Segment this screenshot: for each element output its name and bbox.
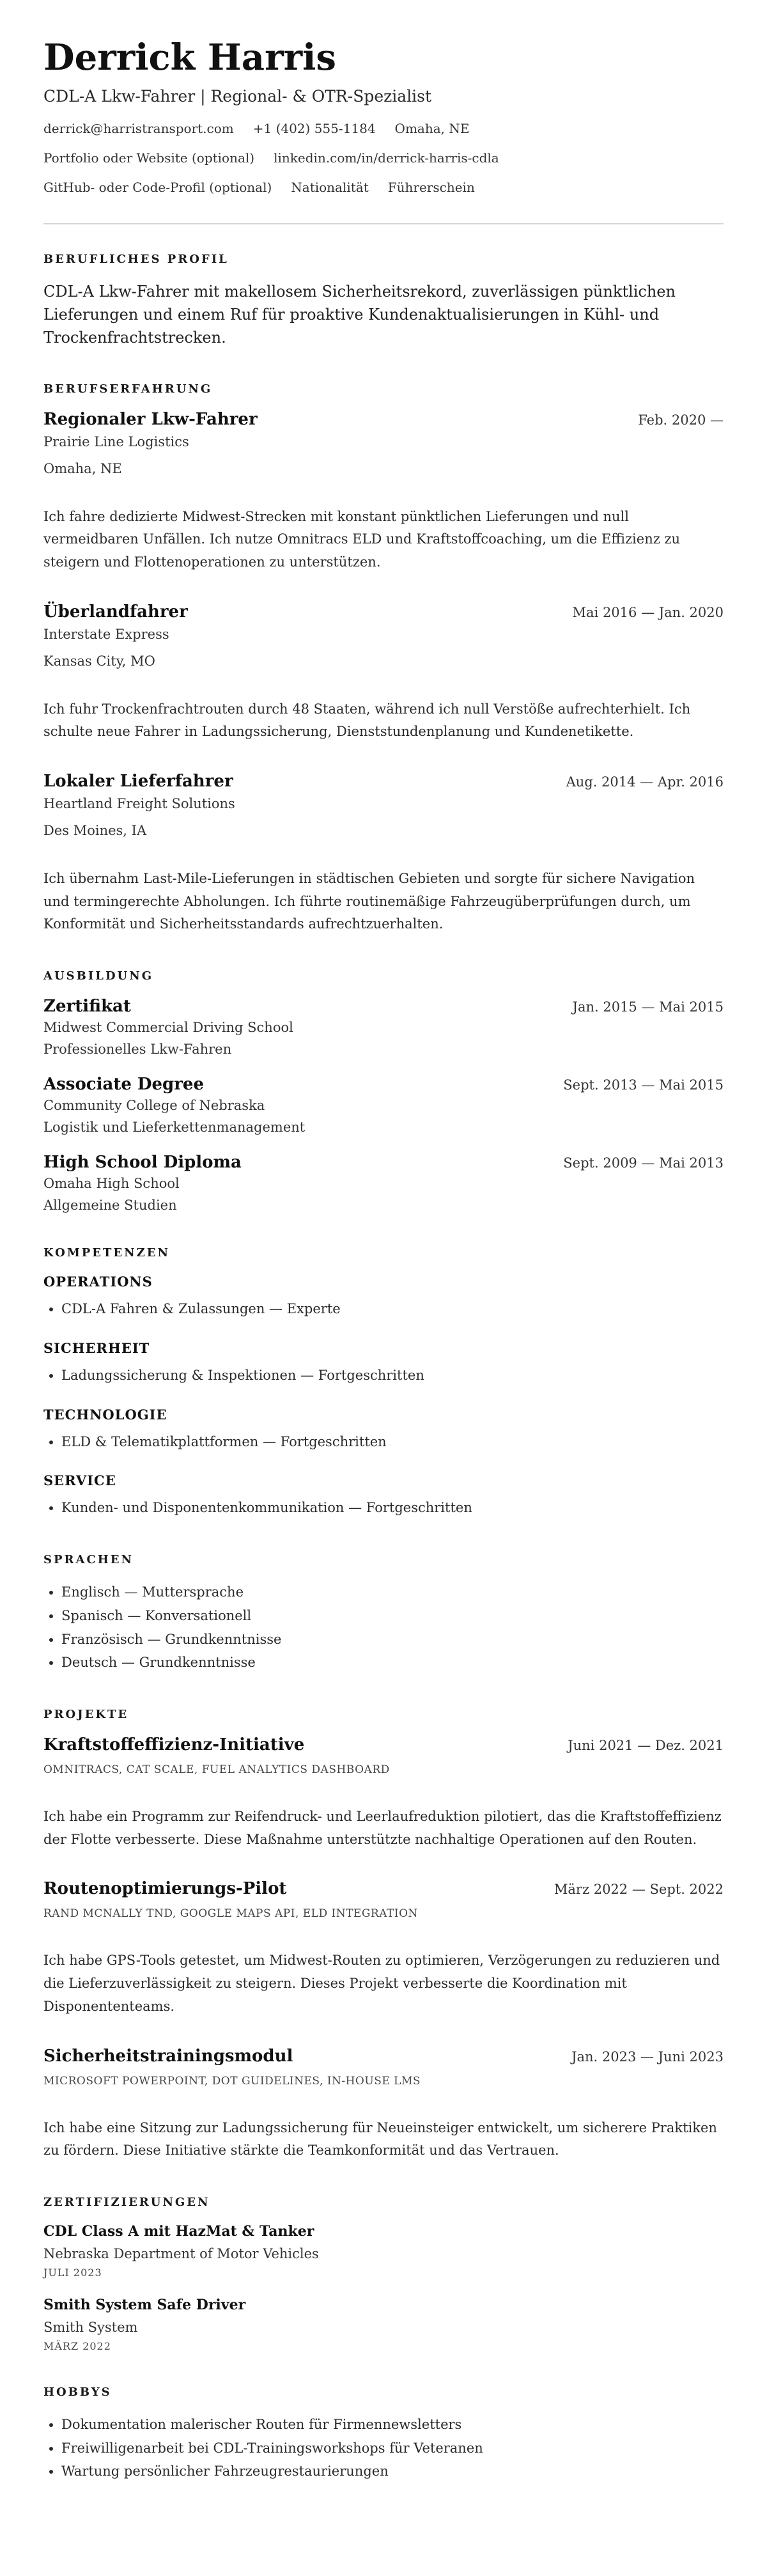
section-title-certifications: ZERTIFIZIERUNGEN	[43, 2195, 210, 2209]
hobbies-section	[43, 2385, 724, 2483]
job-description: Ich übernahm Last-Mile-Lieferungen in städtischen Gebieten und sorgte für sichere Navigation und termingerechte Abholungen. Ich führte routinemäßige Fahrzeugüberprüfungen durch, um Konformität und Sicherheitsstandards aufrechtzuerhalten.	[43, 871, 695, 932]
experience-entry	[43, 772, 724, 936]
skill-group	[43, 1472, 724, 1520]
certification-name: CDL Class A mit HazMat & Tanker	[43, 2222, 314, 2240]
linkedin-link[interactable]: linkedin.com/in/derrick-harris-cdla	[274, 150, 499, 166]
email-link[interactable]: derrick@harristransport.com	[43, 120, 234, 136]
school-name: Omaha High School	[43, 1176, 180, 1192]
project-tech: OMNITRACS, CAT SCALE, FUEL ANALYTICS DASHBOARD	[43, 1763, 390, 1777]
job-date: Aug. 2014 — Apr. 2016	[566, 774, 724, 790]
education-date: Sept. 2013 — Mai 2015	[563, 1077, 724, 1093]
company-name: Heartland Freight Solutions	[43, 796, 235, 812]
job-date: Feb. 2020 —	[638, 412, 724, 428]
resume-header	[43, 38, 724, 195]
certification-entry	[43, 2297, 724, 2352]
job-title: Überlandfahrer	[43, 602, 188, 621]
degree-title: Associate Degree	[43, 1075, 204, 1095]
candidate-headline: CDL-A Lkw-Fahrer | Regional- & OTR-Spezialist	[43, 86, 432, 105]
contact-row-2	[43, 150, 724, 166]
profile-summary: CDL-A Lkw-Fahrer mit makellosem Sicherheitsrekord, zuverlässigen pünktlichen Lieferungen und einem Ruf für proaktive Kundenaktualisierungen in Kühl- und Trockenfrachtstrecken.	[43, 282, 676, 347]
certification-date: JULI 2023	[43, 2266, 102, 2279]
project-tech: RAND MCNALLY TND, GOOGLE MAPS API, ELD INTEGRATION	[43, 1907, 418, 1921]
phone-number: +1 (402) 555-1184	[252, 120, 376, 136]
certification-entry	[43, 2223, 724, 2279]
languages-section	[43, 1553, 724, 1674]
skill-item: • Kunden- und Disponentenkommunikation — Fortgeschritten	[61, 1496, 724, 1520]
project-entry	[43, 1735, 724, 1851]
language-item: • Deutsch — Grundkenntnisse	[61, 1651, 724, 1674]
job-description: Ich fuhr Trockenfrachtrouten durch 48 Staaten, während ich null Verstöße aufrechterhielt. Ich schulte neue Fahrer in Ladungssicherung, Dienststundenplanung und Kundenetikette.	[43, 701, 691, 740]
skill-item: • CDL-A Fahren & Zulassungen — Experte	[61, 1297, 724, 1321]
project-entry	[43, 1879, 724, 2018]
field-of-study: Allgemeine Studien	[43, 1198, 177, 1214]
project-entry	[43, 2047, 724, 2162]
degree-title: Zertifikat	[43, 997, 131, 1017]
company-name: Prairie Line Logistics	[43, 433, 189, 449]
github-link[interactable]: GitHub- oder Code-Profil (optional)	[43, 179, 272, 195]
skill-group	[43, 1340, 724, 1387]
experience-section	[43, 382, 724, 937]
candidate-name: Derrick Harris	[43, 36, 336, 79]
company-name: Interstate Express	[43, 626, 169, 642]
skill-item: • Ladungssicherung & Inspektionen — Fortgeschritten	[61, 1364, 724, 1387]
project-name: Sicherheitstrainingsmodul	[43, 2046, 293, 2066]
skills-section	[43, 1246, 724, 1520]
job-title: Regionaler Lkw-Fahrer	[43, 409, 258, 429]
skill-group	[43, 1407, 724, 1454]
education-section	[43, 969, 724, 1213]
school-name: Community College of Nebraska	[43, 1098, 265, 1114]
nationality-text: Nationalität	[291, 179, 369, 195]
skill-group	[43, 1274, 724, 1321]
language-item: • Spanisch — Konversationell	[61, 1604, 724, 1628]
profile-section	[43, 253, 724, 349]
job-title: Lokaler Lieferfahrer	[43, 772, 233, 792]
project-description: Ich habe ein Programm zur Reifendruck- und Leerlaufreduktion pilotiert, das die Kraftstoffeffizienz der Flotte verbesserte. Diese Maßnahme unterstützte nachhaltige Operationen auf den Routen.	[43, 1809, 722, 1847]
section-title-languages: SPRACHEN	[43, 1553, 134, 1567]
experience-entry	[43, 410, 724, 574]
degree-title: High School Diploma	[43, 1153, 242, 1173]
certification-name: Smith System Safe Driver	[43, 2296, 246, 2313]
skill-group-title: SERVICE	[43, 1472, 116, 1489]
section-title-profile: BERUFLICHES PROFIL	[43, 252, 229, 266]
experience-entry	[43, 602, 724, 744]
job-location: Kansas City, MO	[43, 653, 155, 669]
project-date: Jan. 2023 — Juni 2023	[571, 2049, 724, 2065]
skill-group-title: TECHNOLOGIE	[43, 1406, 167, 1423]
field-of-study: Logistik und Lieferkettenmanagement	[43, 1120, 306, 1136]
job-date: Mai 2016 — Jan. 2020	[572, 604, 724, 620]
education-entry	[43, 997, 724, 1057]
project-date: März 2022 — Sept. 2022	[554, 1882, 724, 1898]
projects-section	[43, 1708, 724, 2162]
certification-issuer: Nebraska Department of Motor Vehicles	[43, 2245, 319, 2261]
hobby-item: • Dokumentation malerischer Routen für Firmennewsletters	[61, 2413, 724, 2437]
field-of-study: Professionelles Lkw-Fahren	[43, 1042, 232, 1058]
license-text: Führerschein	[387, 179, 475, 195]
section-title-projects: PROJEKTE	[43, 1708, 129, 1722]
language-item: • Französisch — Grundkenntnisse	[61, 1628, 724, 1651]
certification-issuer: Smith System	[43, 2319, 138, 2335]
section-title-skills: KOMPETENZEN	[43, 1246, 170, 1260]
section-title-experience: BERUFSERFAHRUNG	[43, 382, 213, 396]
certifications-section	[43, 2196, 724, 2352]
location-text: Omaha, NE	[394, 120, 470, 136]
hobby-item: • Freiwilligenarbeit bei CDL-Trainingsworkshops für Veteranen	[61, 2437, 724, 2460]
job-description: Ich fahre dedizierte Midwest-Strecken mit konstant pünktlichen Lieferungen und null vermeidbaren Unfällen. Ich nutze Omnitracs ELD und Kraftstoffcoaching, um die Effizienz zu steigern und Flottenoperationen zu unterstützen.	[43, 508, 681, 570]
job-location: Omaha, NE	[43, 460, 122, 476]
project-description: Ich habe eine Sitzung zur Ladungssicherung für Neueinsteiger entwickelt, um sicherere Praktiken zu fördern. Diese Initiative stärkte die Teamkonformität und das Vertrauen.	[43, 2119, 717, 2158]
project-description: Ich habe GPS-Tools getestet, um Midwest-Routen zu optimieren, Verzögerungen zu reduzieren und die Lieferzuverlässigkeit zu steigern. Dieses Projekt verbesserte die Koordination mit Disponententeams.	[43, 1953, 720, 2014]
education-date: Sept. 2009 — Mai 2013	[563, 1155, 724, 1171]
portfolio-link[interactable]: Portfolio oder Website (optional)	[43, 150, 255, 166]
certification-date: MÄRZ 2022	[43, 2339, 111, 2352]
project-name: Kraftstoffeffizienz-Initiative	[43, 1735, 305, 1755]
education-entry	[43, 1075, 724, 1135]
job-location: Des Moines, IA	[43, 823, 147, 839]
section-title-hobbies: HOBBYS	[43, 2385, 112, 2399]
education-entry	[43, 1153, 724, 1213]
skill-group-title: OPERATIONS	[43, 1274, 153, 1290]
section-title-education: AUSBILDUNG	[43, 969, 154, 983]
hobby-item: • Wartung persönlicher Fahrzeugrestaurierungen	[61, 2460, 724, 2483]
header-divider	[43, 223, 724, 224]
education-date: Jan. 2015 — Mai 2015	[572, 999, 724, 1015]
project-name: Routenoptimierungs-Pilot	[43, 1879, 287, 1899]
project-date: Juni 2021 — Dez. 2021	[568, 1738, 724, 1754]
contact-row-1	[43, 121, 724, 136]
contact-row-3	[43, 180, 724, 195]
skill-item: • ELD & Telematikplattformen — Fortgeschritten	[61, 1430, 724, 1454]
school-name: Midwest Commercial Driving School	[43, 1020, 293, 1036]
project-tech: MICROSOFT POWERPOINT, DOT GUIDELINES, IN-HOUSE LMS	[43, 2074, 421, 2088]
skill-group-title: SICHERHEIT	[43, 1339, 150, 1356]
language-item: • Englisch — Muttersprache	[61, 1581, 724, 1604]
